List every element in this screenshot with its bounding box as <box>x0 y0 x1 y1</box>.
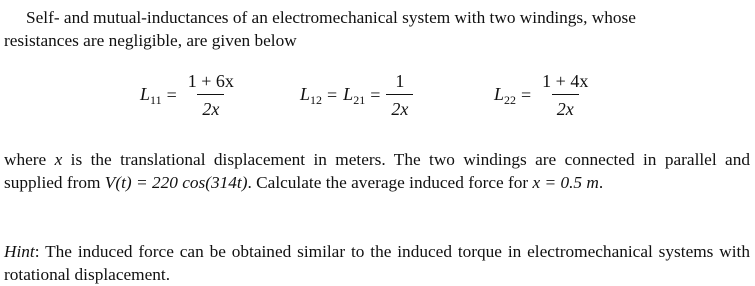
statement-text-2: is the translational displacement in meters. The two windings are connected in parallel and supplied from <box>4 150 750 192</box>
l21-equals: = <box>370 85 381 105</box>
l11-denominator: 2x <box>197 94 224 118</box>
hint-label: Hint <box>4 242 35 261</box>
l12-fraction <box>386 72 413 118</box>
l22-equals: = <box>521 85 532 105</box>
equation-l12-l21 <box>300 72 413 118</box>
l21-symbol: L <box>343 83 354 104</box>
l12-numerator: 1 <box>395 71 405 91</box>
supply-voltage-expression: V(t) = 220 cos(314t) <box>104 173 248 192</box>
l12-denominator: 2x <box>386 94 413 118</box>
l11-subscript: 11 <box>150 92 162 107</box>
problem-intro <box>4 6 750 52</box>
equation-l22 <box>494 72 593 118</box>
equation-l11 <box>140 72 239 118</box>
intro-line-1: Self- and mutual-inductances of an electromechanical system with two windings, whose <box>26 8 636 27</box>
l12-subscript: 12 <box>310 92 323 107</box>
l11-symbol: L <box>140 83 151 104</box>
l12-equals: = <box>327 85 338 105</box>
hint-text: : The induced force can be obtained similar to the induced torque in electromechanical systems with rotational displacement. <box>4 242 750 284</box>
l11-equals: = <box>166 85 177 105</box>
l11-numerator: 1 + 6x <box>187 71 234 91</box>
displacement-value: x = 0.5 m <box>532 173 599 192</box>
inductance-equations <box>0 72 755 132</box>
intro-line-2: resistances are negligible, are given below <box>4 31 297 50</box>
statement-text-1: where <box>4 150 55 169</box>
hint-paragraph <box>4 240 750 286</box>
l22-fraction <box>537 72 593 118</box>
l12-symbol: L <box>300 83 311 104</box>
problem-statement <box>4 148 750 194</box>
statement-text-3: . Calculate the average induced force for <box>247 173 533 192</box>
l22-subscript: 22 <box>504 92 517 107</box>
l22-denominator: 2x <box>552 94 579 118</box>
l22-symbol: L <box>494 83 505 104</box>
l22-numerator: 1 + 4x <box>542 71 589 91</box>
l11-fraction <box>183 72 239 118</box>
statement-var-x: x <box>54 150 63 169</box>
statement-text-4: . <box>598 173 604 192</box>
l21-subscript: 21 <box>353 92 366 107</box>
